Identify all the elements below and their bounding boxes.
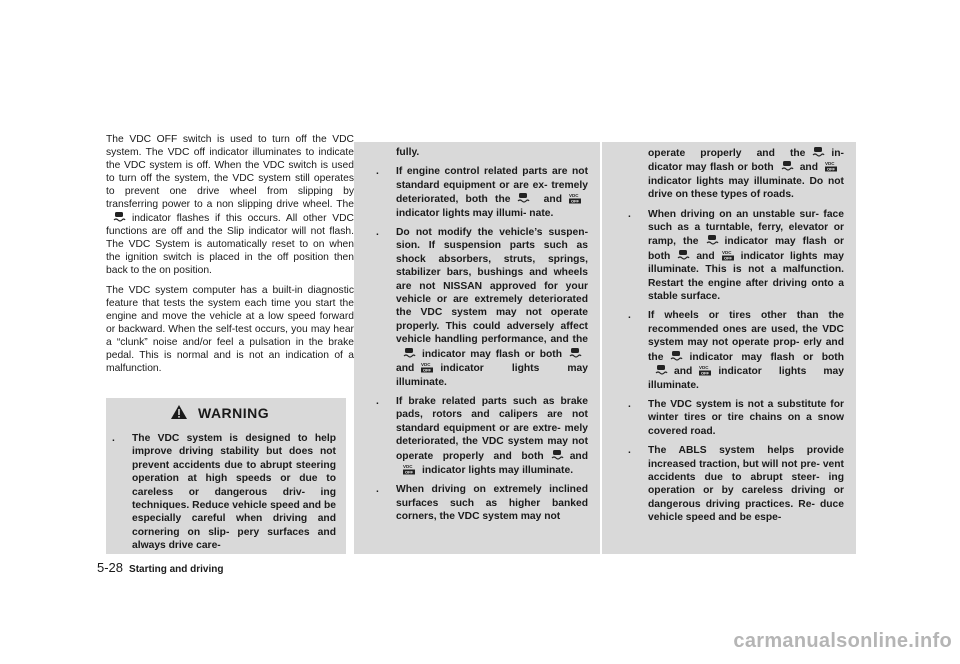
- bullet-text: When driving on extremely inclined surfaces such as higher banked corners, the VDC system may not: [396, 484, 588, 523]
- bullet-text: indicator lights may illuminate.: [648, 366, 844, 391]
- vdc-off-indicator-icon: [420, 361, 434, 373]
- slip-indicator-icon: [550, 449, 564, 461]
- continued-text: fully.: [396, 147, 420, 158]
- bullet-dot: .: [376, 227, 379, 239]
- bullet-item: [370, 483, 588, 523]
- vdc-off-indicator-icon: [402, 463, 416, 475]
- bullet-text: The VDC system is designed to help improve driving stability but does not prevent accidents due to abrupt steering operation at high speeds or due to careless or dangerous driv- ing techniques. Reduce vehicle speed and be especially careful when driving and cornering on slip- pery surfaces and always drive care-: [132, 433, 336, 552]
- slip-indicator-icon: [654, 364, 668, 376]
- svg-text:OFF: OFF: [723, 255, 732, 261]
- bullet-item: [622, 208, 844, 304]
- slip-indicator-icon: [112, 211, 126, 223]
- section-title: Starting and driving: [129, 564, 224, 575]
- bullet-item: [370, 226, 588, 389]
- vdc-off-indicator-icon: [721, 249, 735, 261]
- bullet-text: The VDC system is not a substitute for winter tires or tire chains on a snow covered road.: [648, 398, 844, 437]
- bullet-text: indicator lights may illuminate. This is not a malfunction. Restart the engine after driving onto a stable surface.: [648, 250, 844, 303]
- bullet-text: operate properly and the: [648, 148, 806, 159]
- bullet-text: and: [396, 363, 415, 375]
- svg-text:OFF: OFF: [405, 469, 413, 475]
- svg-text:OFF: OFF: [570, 198, 579, 204]
- watermark: carmanualsonline.info: [733, 630, 952, 652]
- bullet-text: and: [696, 250, 715, 262]
- bullet-text: If wheels or tires other than the recommended ones are used, the VDC system may not operate prop- erly and the: [648, 310, 844, 363]
- bullet-text: and: [569, 450, 588, 462]
- right-column: [602, 142, 856, 554]
- bullet-text: indicator lights may illuminate. Do not drive on these types of roads.: [648, 175, 844, 201]
- warning-bullet: [106, 432, 336, 553]
- warning-title: WARNING: [198, 405, 270, 421]
- svg-text:VDC: VDC: [568, 193, 579, 199]
- bullet-text: and: [674, 366, 693, 378]
- continued-text: [622, 146, 844, 202]
- vdc-off-indicator-icon: [698, 364, 712, 376]
- slip-indicator-icon: [402, 347, 416, 359]
- warning-box: [106, 398, 346, 554]
- vdc-off-indicator-icon: [568, 192, 582, 204]
- bullet-dot: .: [628, 445, 631, 457]
- bullet-text: indicator may flash or both: [689, 351, 844, 363]
- bullet-dot: .: [628, 310, 631, 322]
- bullet-text: indicator may flash or both: [648, 236, 844, 262]
- svg-text:VDC: VDC: [403, 463, 413, 469]
- bullet-dot: .: [376, 166, 379, 178]
- svg-text:VDC: VDC: [825, 161, 835, 167]
- bullet-text: and: [799, 162, 818, 174]
- svg-text:VDC: VDC: [421, 362, 431, 368]
- bullet-dot: .: [376, 484, 379, 496]
- bullet-text: indicator lights may illuminate.: [396, 363, 588, 388]
- bullet-text: indicator may flash or both: [422, 348, 562, 360]
- warning-triangle-icon: [170, 404, 188, 420]
- left-column: [106, 133, 354, 382]
- bullet-dot: .: [376, 395, 379, 407]
- bullet-item: [622, 444, 844, 524]
- bullet-text: When driving on an unstable sur- face such as a turntable, ferry, elevator or ramp, the: [648, 208, 844, 248]
- bullet-text: in- dicator may flash or both: [648, 148, 844, 174]
- bullet-text: Do not modify the vehicle’s suspen- sion. If suspension parts such as shock absorbers, struts, springs, stabilizer bars, bushings and wheels are not NISSAN approved for your vehicle or are extremely deteriorated the VDC system may not operate properly. This could adversely affect vehicle handling performance, and the: [396, 227, 588, 346]
- slip-indicator-icon: [516, 192, 530, 204]
- bullet-text: indicator lights may illumi- nate.: [396, 207, 554, 219]
- diagnostic-paragraph: The VDC system computer has a built-in diagnostic feature that tests the system each time you start the engine and move the vehicle at a low speed forward or backward. When the self-test occurs, you may hear a “clunk” noise and/or feel a pulsation in the brake pedal. This is normal and is not an indication of a malfunction.: [106, 285, 354, 374]
- bullet-text: The ABLS system helps provide increased traction, but will not pre- vent accidents due to abrupt steer- ing operation or by careless driving or dangerous driving practices. Re- duce vehicle speed and be espe-: [648, 445, 844, 524]
- svg-text:OFF: OFF: [701, 370, 710, 376]
- slip-indicator-icon: [676, 249, 690, 261]
- svg-text:OFF: OFF: [423, 367, 432, 373]
- bullet-item: [370, 165, 588, 220]
- page-number: 5-28: [97, 560, 124, 575]
- paragraph-text: The VDC OFF switch is used to turn off the VDC system. The VDC off indicator illuminates to indicate the VDC system is off. When the VDC switch is used to turn off the system, the VDC system still operates to prevent one drive wheel from slipping by transferring power to a non slipping drive wheel. The: [106, 134, 354, 210]
- svg-text:OFF: OFF: [827, 166, 835, 172]
- page-footer: [97, 560, 223, 575]
- svg-text:VDC: VDC: [721, 249, 732, 255]
- warning-heading: [170, 404, 269, 422]
- bullet-item: [370, 395, 588, 477]
- bullet-item: [622, 309, 844, 391]
- slip-indicator-icon: [568, 347, 582, 359]
- svg-text:VDC: VDC: [699, 365, 709, 371]
- middle-column: [354, 142, 600, 554]
- bullet-text: If engine control related parts are not standard equipment or are ex- tremely deteriorated, both the: [396, 166, 588, 206]
- bullet-dot: .: [628, 208, 631, 220]
- bullet-text: and: [543, 194, 562, 206]
- slip-indicator-icon: [669, 350, 683, 362]
- slip-indicator-icon: [705, 234, 719, 246]
- vdc-off-indicator-icon: [824, 160, 838, 172]
- bullet-dot: .: [112, 433, 115, 444]
- vdc-off-paragraph: [106, 133, 354, 277]
- slip-indicator-icon: [780, 160, 794, 172]
- slip-indicator-icon: [811, 146, 825, 158]
- bullet-item: [622, 398, 844, 438]
- bullet-dot: .: [628, 398, 631, 410]
- bullet-text: If brake related parts such as brake pads, rotors and calipers are not standard equipment or are extre- mely deteriorated, the VDC system may not operate properly and both: [396, 395, 588, 462]
- bullet-text: indicator lights may illuminate.: [422, 464, 574, 476]
- paragraph-text: indicator flashes if this occurs. All other VDC functions are off and the Slip indicator will not flash. The VDC System is automatically reset to on when the ignition switch is placed in the off position then back to the on position.: [106, 213, 354, 276]
